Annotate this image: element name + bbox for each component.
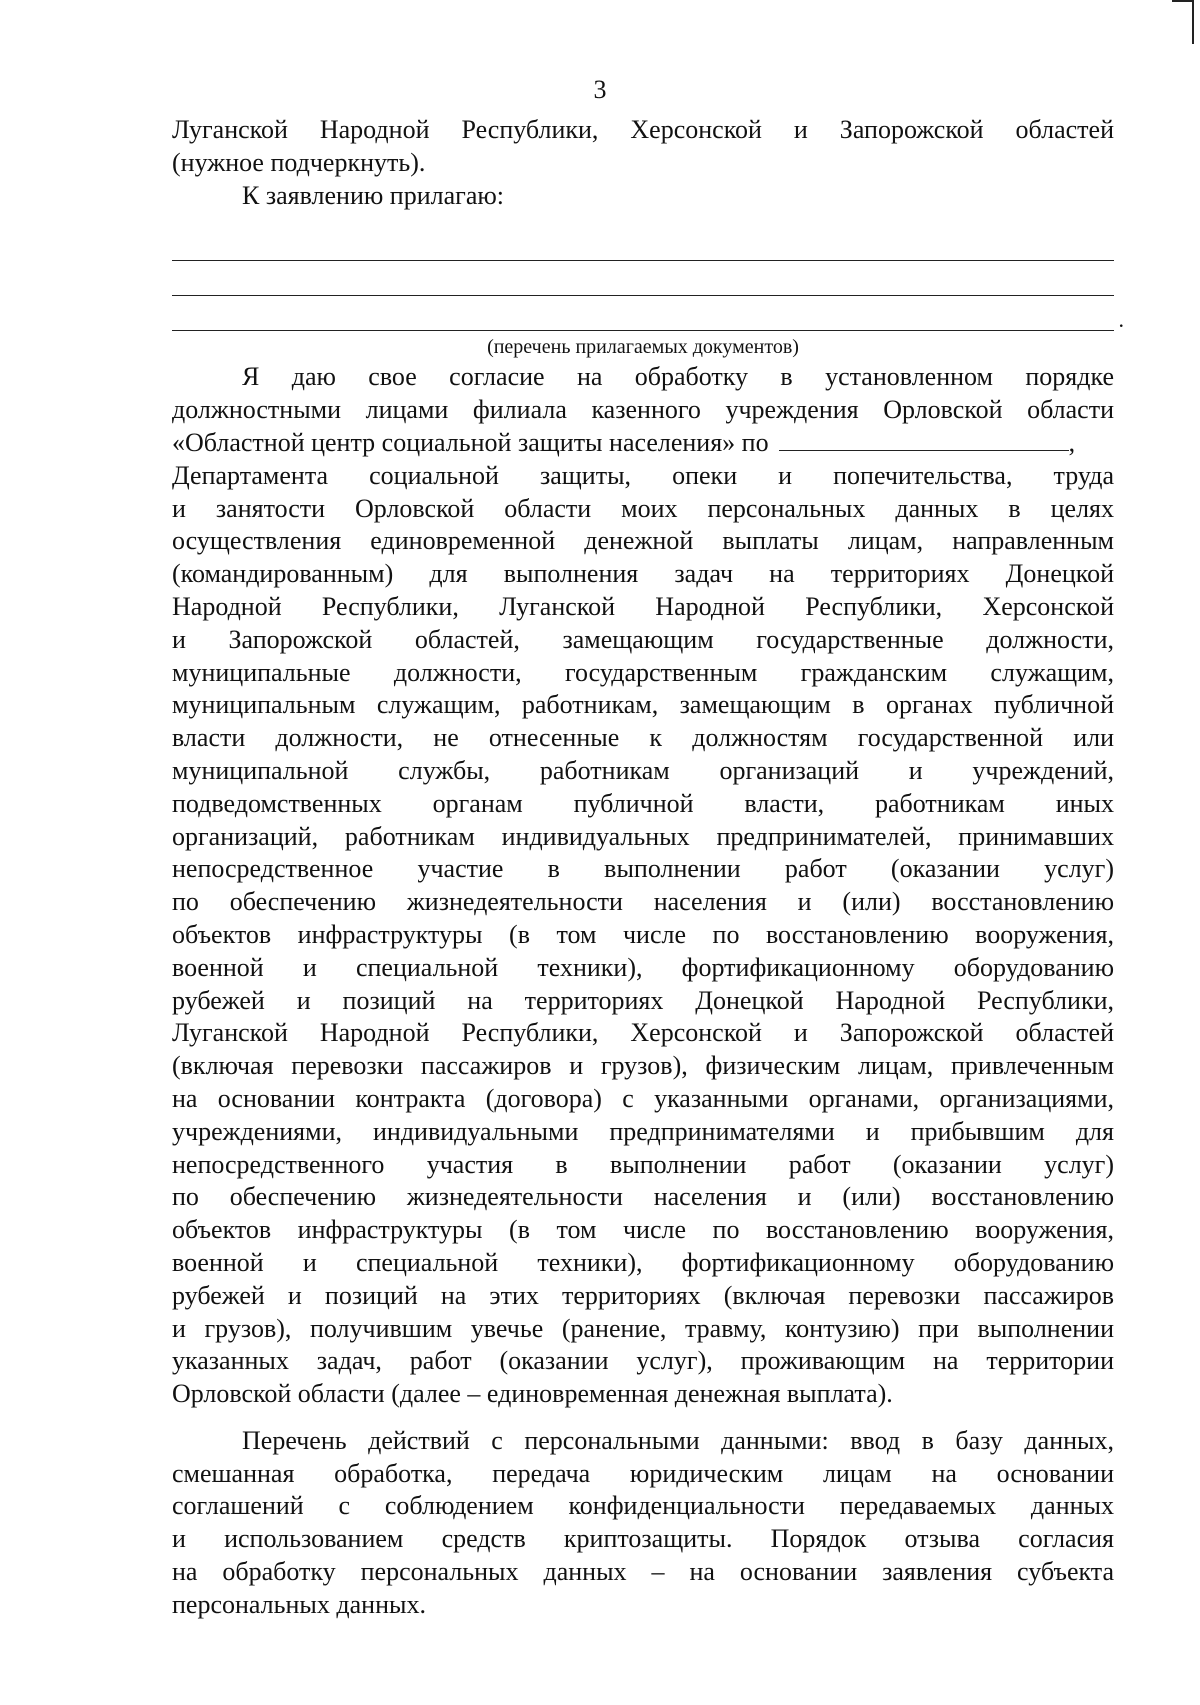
page-corner-mark	[1172, 0, 1194, 44]
intro-paragraph	[172, 114, 1114, 212]
intro-line-1: Луганской Народной Республики, Херсонской и Запорожской областей	[172, 115, 1114, 144]
consent-line: подведомственных органам публичной власти, работникам иных	[172, 788, 1114, 818]
consent-line: Департамента социальной защиты, опеки и попечительства, труда	[172, 460, 1114, 490]
consent-line: осуществления единовременной денежной выплаты лицам, направленным	[172, 526, 1114, 556]
actions-paragraph	[172, 1425, 1114, 1622]
consent-line: муниципальным служащим, работникам, замещающим в органах публичной	[172, 690, 1114, 720]
attachment-line-1[interactable]	[172, 226, 1114, 261]
consent-line: и Запорожской областей, замещающим государственные должности,	[172, 624, 1114, 654]
consent-line: муниципальной службы, работникам организаций и учреждений,	[172, 755, 1114, 785]
consent-line-text: «Областной центр социальной защиты населения» по	[172, 427, 769, 457]
consent-line: объектов инфраструктуры (в том числе по восстановлению вооружения,	[172, 919, 1114, 949]
attachments-caption: (перечень прилагаемых документов)	[487, 336, 799, 359]
consent-line: Луганской Народной Республики, Херсонской и Запорожской областей	[172, 1018, 1114, 1048]
actions-line: и использованием средств криптозащиты. Порядок отзыва согласия	[172, 1524, 1114, 1554]
consent-line: (командированным) для выполнения задач на территориях Донецкой	[172, 559, 1114, 589]
consent-line: Народной Республики, Луганской Народной Республики, Херсонской	[172, 591, 1114, 621]
consent-line: объектов инфраструктуры (в том числе по восстановлению вооружения,	[172, 1215, 1114, 1245]
intro-line-2: (нужное подчеркнуть).	[172, 147, 426, 177]
consent-line-with-blank	[172, 427, 1114, 460]
actions-line: Перечень действий с персональными данными: ввод в базу данных,	[242, 1425, 1114, 1455]
consent-line: (включая перевозки пассажиров и грузов), физическим лицам, привлеченным	[172, 1051, 1114, 1081]
consent-line: непосредственного участия в выполнении работ (оказании услуг)	[172, 1149, 1114, 1179]
consent-paragraph	[172, 361, 1114, 1411]
consent-line: власти должности, не отнесенные к должностям государственной или	[172, 723, 1114, 753]
consent-line: муниципальные должности, государственным гражданским служащим,	[172, 657, 1114, 687]
consent-line: и занятости Орловской области моих персональных данных в целях	[172, 493, 1114, 523]
consent-line: на основании контракта (договора) с указанными органами, организациями,	[172, 1083, 1114, 1113]
consent-line-last: Орловской области (далее – единовременная денежная выплата).	[172, 1379, 893, 1409]
attachment-line-2[interactable]	[172, 261, 1114, 296]
consent-line: должностными лицами филиала казенного учреждения Орловской области	[172, 395, 1114, 425]
consent-line-comma: ,	[1068, 427, 1076, 457]
consent-line: и грузов), получившим увечье (ранение, травму, контузию) при выполнении	[172, 1313, 1114, 1343]
consent-line: Я даю свое согласие на обработку в установленном порядке	[242, 362, 1114, 392]
document-body	[172, 114, 1124, 1622]
actions-line: на обработку персональных данных – на основании заявления субъекта	[172, 1557, 1114, 1587]
filial-name-blank[interactable]	[779, 428, 1069, 451]
consent-line: военной и специальной техники), фортификационному оборудованию	[172, 1247, 1114, 1277]
consent-line: указанных задач, работ (оказании услуг), проживающим на территории	[172, 1346, 1114, 1376]
actions-line: смешанная обработка, передача юридическим лицам на основании	[172, 1458, 1114, 1488]
consent-line: рубежей и позиций на территориях Донецкой Народной Республики,	[172, 985, 1114, 1015]
consent-line: по обеспечению жизнедеятельности населения и (или) восстановлению	[172, 1182, 1114, 1212]
consent-line: непосредственное участие в выполнении работ (оказании услуг)	[172, 854, 1114, 884]
actions-line-last: персональных данных.	[172, 1589, 426, 1619]
attachments-list	[172, 226, 1124, 332]
actions-line: соглашений с соблюдением конфиденциальности передаваемых данных	[172, 1491, 1114, 1521]
attachment-line-end: .	[1118, 306, 1124, 332]
consent-line: военной и специальной техники), фортификационному оборудованию	[172, 952, 1114, 982]
consent-line: рубежей и позиций на этих территориях (включая перевозки пассажиров	[172, 1280, 1114, 1310]
consent-line: учреждениями, индивидуальными предпринимателями и прибывшим для	[172, 1116, 1114, 1146]
attachment-line-3[interactable]	[172, 296, 1124, 332]
page-number: 3	[593, 75, 607, 104]
consent-line: по обеспечению жизнедеятельности населения и (или) восстановлению	[172, 887, 1114, 917]
consent-line: организаций, работникам индивидуальных предпринимателей, принимавших	[172, 821, 1114, 851]
attach-label: К заявлению прилагаю:	[242, 180, 505, 210]
